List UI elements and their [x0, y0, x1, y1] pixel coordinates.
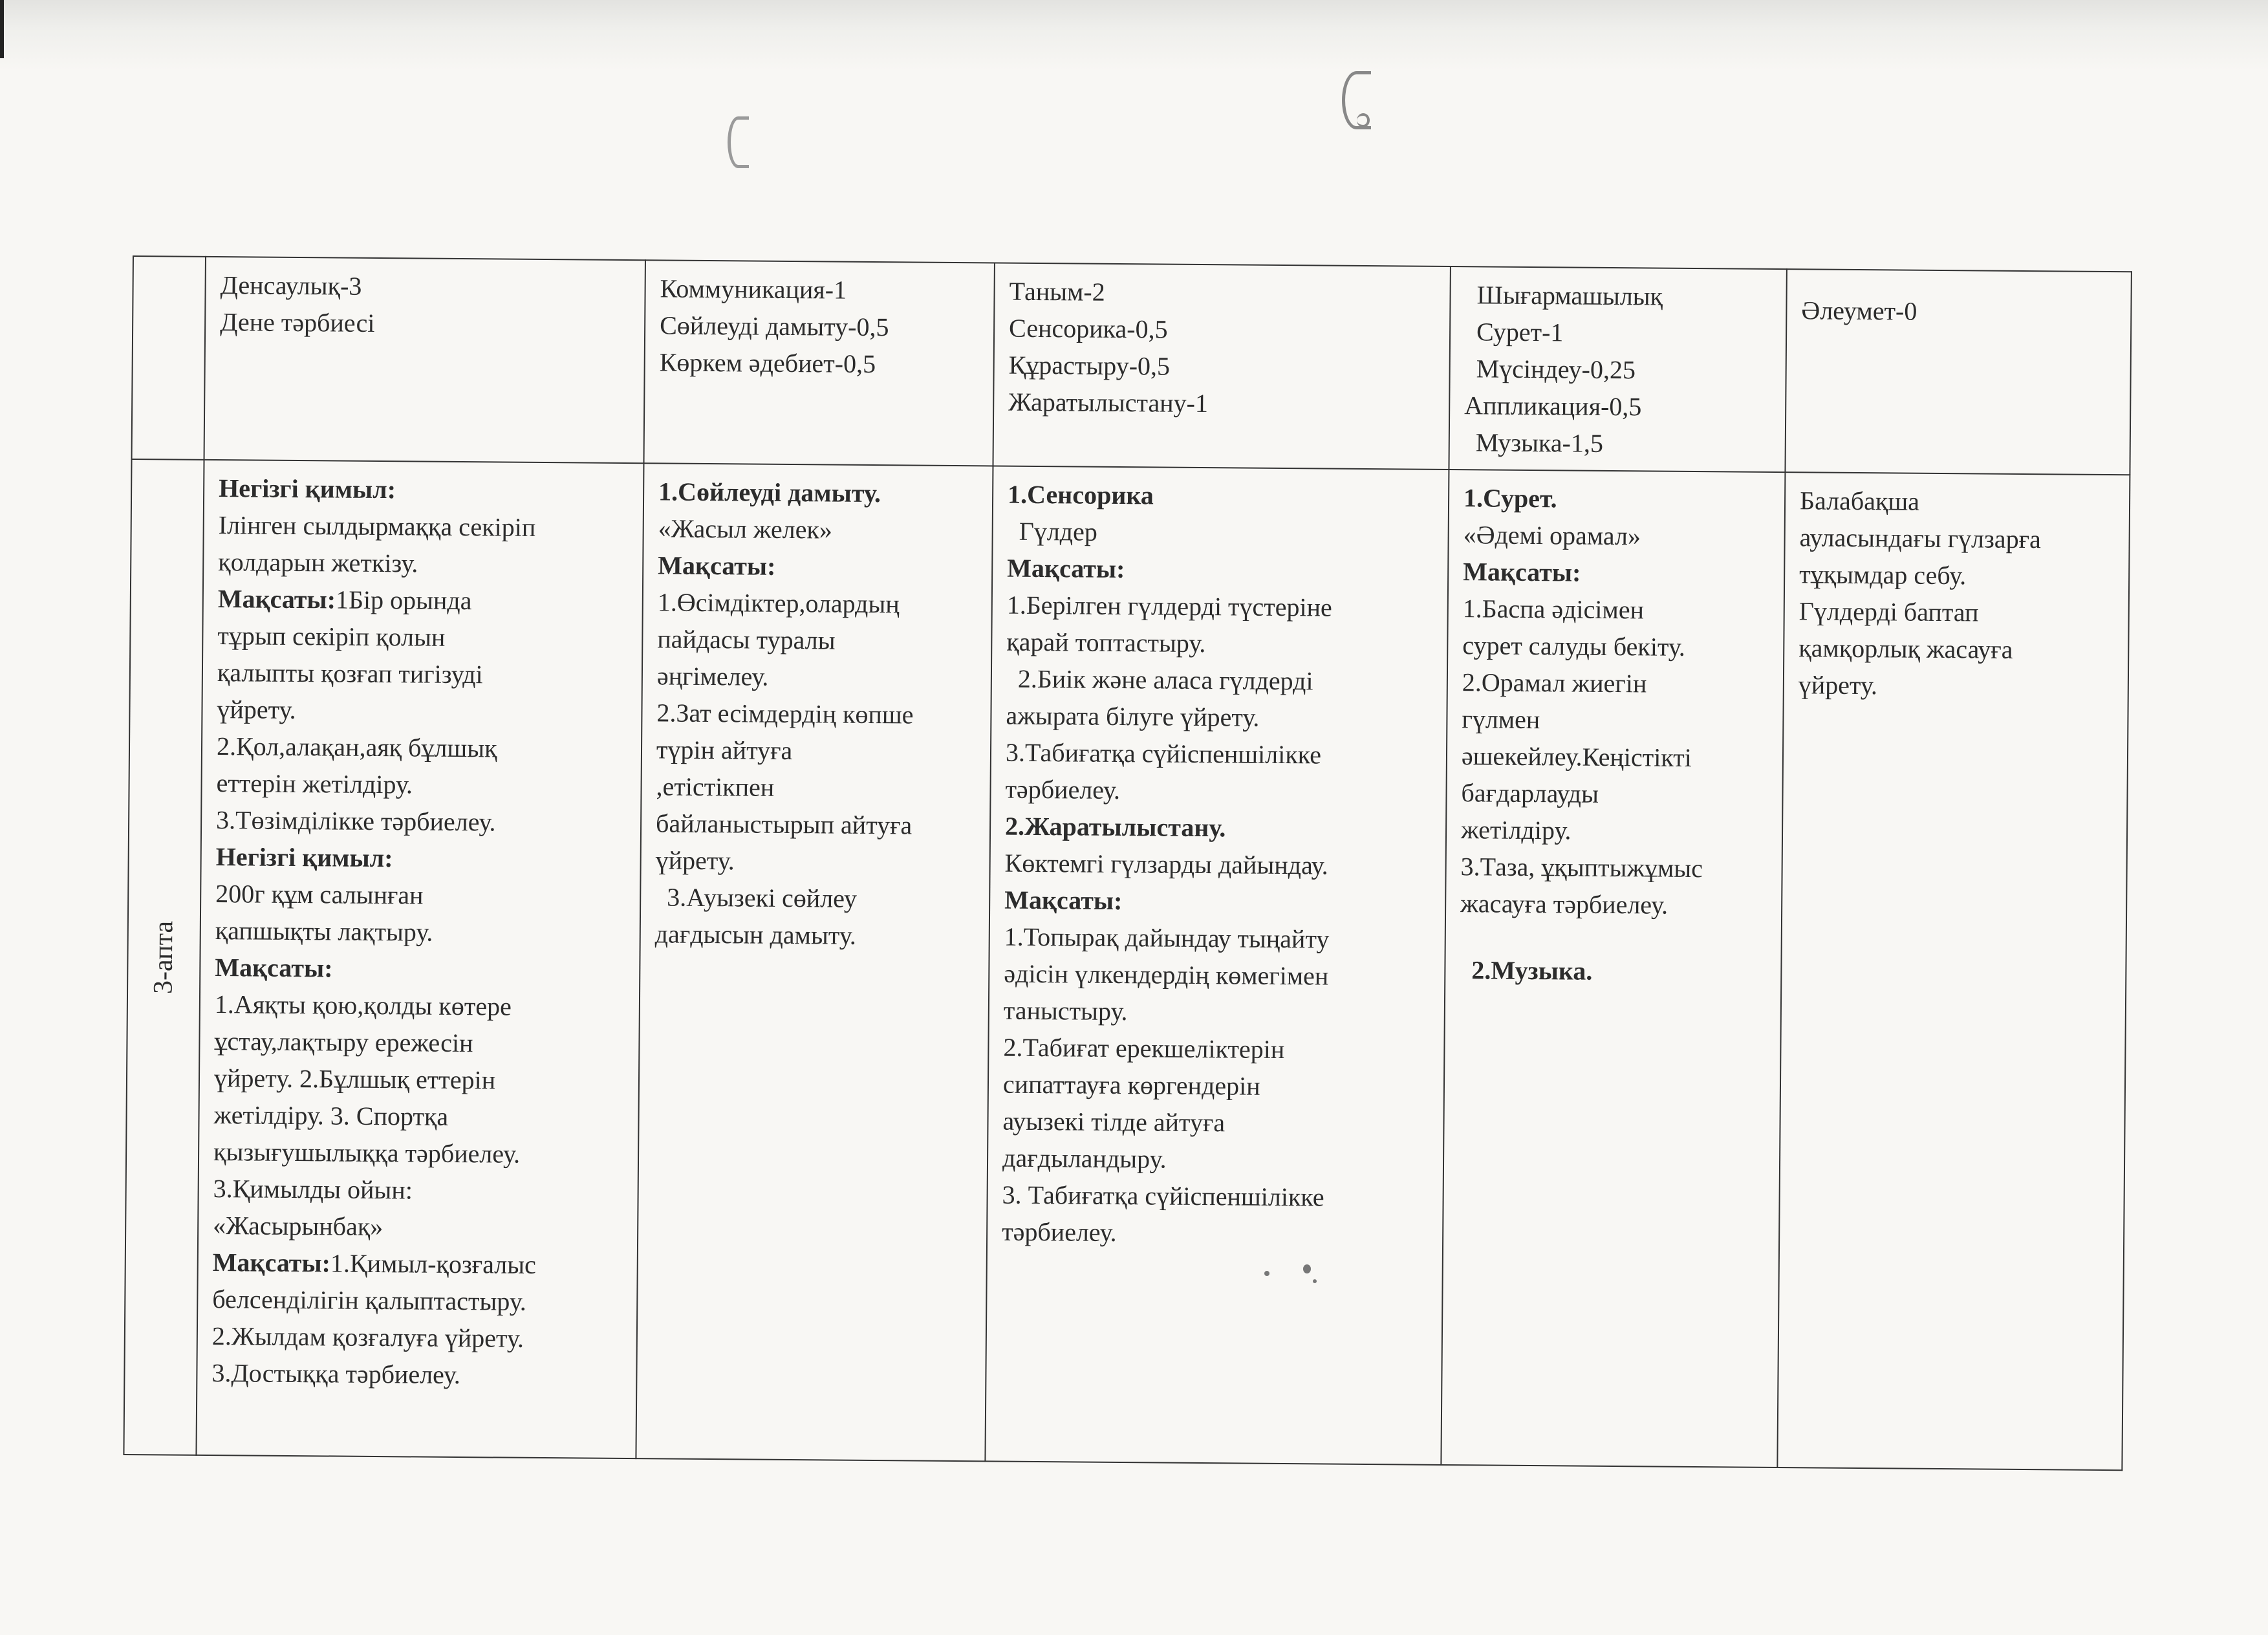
cell-text: ажырата білуге үйрету. — [1006, 700, 1260, 732]
cell-text: Ілінген сылдырмаққа секіріп — [218, 510, 536, 542]
cell-text: «Жасырынбақ» — [213, 1211, 383, 1242]
cell-text: 2.Жылдам қозғалуға үйрету. — [211, 1321, 524, 1353]
cell-text: 2.Жаратылыстану. — [1004, 811, 1226, 843]
cell-text: Мақсаты: — [215, 953, 333, 983]
cell-text: 1.Топырақ дайындау тыңайту — [1004, 922, 1330, 954]
week-cell — [124, 459, 204, 1455]
scan-top-edge — [0, 0, 2268, 71]
cell-text: 2.Музыка. — [1471, 955, 1593, 986]
header-text: Таным-2 — [1009, 276, 1105, 307]
cell-text: тәрбиелеу. — [1005, 774, 1121, 805]
cell-text: Гүлдерді баптап — [1798, 596, 1979, 627]
cell-text: қамқорлық жасауға — [1798, 633, 2013, 664]
cell-text: 1.Қимыл-қозғалыс — [330, 1248, 537, 1279]
cell-text: 3.Табиғатқа сүйіспеншілікке — [1005, 737, 1322, 770]
header-text: Коммуникация-1 — [660, 274, 847, 305]
cell-text: үйрету. — [217, 695, 296, 725]
body-cell-social — [1777, 472, 2130, 1470]
cell-text: байланыстырып айтуға — [655, 808, 913, 840]
cell-text: Гүлдер — [1019, 516, 1098, 547]
cell-text: тұқымдар себу. — [1799, 559, 1967, 590]
cell-text: ауызекі тілде айтуға — [1002, 1106, 1226, 1138]
cell-text: еттерін жетілдіру. — [216, 768, 413, 799]
cell-text: гүлмен — [1462, 704, 1540, 735]
cell-text: Мақсаты: — [1007, 553, 1125, 584]
header-text: Музыка-1,5 — [1475, 428, 1604, 458]
cell-text: 1.Берілген гүлдерді түстеріне — [1006, 590, 1332, 622]
cell-text: әдісін үлкендердің көмегімен — [1004, 958, 1329, 991]
cell-text: «Әдемі орамал» — [1463, 520, 1641, 551]
table-body-row — [124, 459, 2130, 1470]
body-cell-health — [196, 460, 643, 1458]
body-cell-creativity — [1441, 470, 1785, 1467]
cell-text: дағдысын дамыту. — [654, 919, 856, 950]
cell-text: қызығушылыққа тәрбиелеу. — [213, 1137, 521, 1169]
body-cell-cognition — [985, 466, 1449, 1464]
week-label: 3-апта — [148, 920, 179, 994]
cell-text: үйрету. — [1798, 670, 1878, 700]
header-text: Сенсорика-0,5 — [1008, 313, 1168, 344]
cell-text: Мақсаты: — [658, 550, 776, 581]
cell-text: 1.Өсімдіктер,олардың — [657, 587, 900, 619]
header-text: Жаратылыстану-1 — [1008, 387, 1209, 418]
cell-text: 2.Зат есімдердің көпше — [656, 698, 914, 730]
table-header-row — [132, 256, 2132, 475]
header-text: Әлеумет-0 — [1801, 296, 1917, 326]
cell-text: Көктемгі гүлзарды дайындау. — [1004, 848, 1328, 880]
cell-text: қолдарын жеткізу. — [218, 547, 418, 578]
cell-text: 1Бір орында — [335, 585, 472, 616]
cell-text: қалыпты қозғап тигізуді — [217, 658, 483, 689]
cell-text: 200г құм салынған — [215, 879, 424, 910]
header-text: Шығармашылық — [1476, 280, 1663, 311]
cell-text: 2.Қол,алақан,аяқ бұлшық — [216, 731, 497, 763]
cell-text: дағдыландыру. — [1002, 1143, 1167, 1174]
header-cell-health — [204, 257, 645, 463]
cell-text: ауласындағы гүлзарға — [1799, 523, 2042, 554]
scan-mark — [1357, 113, 1370, 127]
cell-text: ұстау,лақтыру ережесін — [214, 1026, 473, 1058]
body-cell-communication — [636, 463, 993, 1461]
header-cell-communication — [644, 260, 995, 466]
header-text: Құрастыру-0,5 — [1008, 350, 1171, 381]
cell-text: жетілдіру. 3. Спортқа — [213, 1100, 449, 1131]
header-text: Көркем әдебиет-0,5 — [659, 347, 876, 379]
cell-text: 3.Достыққа тәрбиелеу. — [211, 1358, 461, 1390]
header-text: Сурет-1 — [1476, 317, 1564, 347]
cell-text: ,етістікпен — [656, 772, 775, 802]
header-cell-cognition — [993, 263, 1450, 470]
cell-text: бағдарлауды — [1461, 778, 1599, 808]
cell-text: үйрету. 2.Бұлшық еттерін — [213, 1063, 496, 1095]
cell-text: 3.Қимылды ойын: — [213, 1174, 413, 1205]
cell-text: 1.Аяқты қою,қолды көтере — [214, 990, 512, 1021]
cell-text: тұрып секіріп қолын — [217, 621, 446, 652]
cell-text: Балабақша — [1799, 486, 1920, 516]
cell-text: жасауға тәрбиелеу. — [1460, 889, 1669, 920]
cell-text: тәрбиелеу. — [1002, 1217, 1117, 1247]
cell-text: Мақсаты: — [1004, 885, 1123, 916]
cell-text: 2.Табиғат ерекшеліктерін — [1003, 1032, 1285, 1065]
cell-text: белсенділігін қалыптастыру. — [212, 1284, 526, 1316]
lesson-plan-table — [123, 255, 2132, 1471]
cell-text: жетілдіру. — [1460, 815, 1571, 845]
document-sheet — [123, 255, 2130, 1471]
cell-text: үйрету. — [655, 845, 735, 876]
header-text: Сөйлеуді дамыту-0,5 — [660, 310, 889, 342]
cell-text: түрін айтуға — [656, 735, 793, 766]
cell-text: 3.Таза, ұқыптыжұмыс — [1460, 852, 1703, 883]
cell-text: 3.Ауызекі сөйлеу — [667, 882, 858, 913]
header-cell-social — [1785, 269, 2131, 475]
cell-text: 3. Табиғатқа сүйіспеншілікке — [1002, 1180, 1324, 1212]
scan-mark — [728, 116, 749, 168]
cell-text: Негізгі қимыл: — [219, 473, 396, 504]
cell-text: 2.Биік және аласа гүлдерді — [1017, 664, 1313, 696]
cell-text: таныстыру. — [1003, 995, 1128, 1026]
cell-text: әңгімелеу. — [656, 661, 769, 691]
cell-text: 1.Сенсорика — [1007, 479, 1154, 510]
cell-text: Мақсаты: — [212, 1248, 331, 1278]
cell-text: Негізгі қимыл: — [215, 842, 393, 873]
cell-text: 3.Төзімділікке тәрбиелеу. — [215, 805, 496, 837]
cell-text: қапшықты лақтыру. — [215, 916, 433, 947]
cell-text: Мақсаты: — [1463, 557, 1581, 587]
cell-text: қарай топтастыру. — [1006, 627, 1206, 658]
header-cell-creativity — [1449, 266, 1786, 472]
cell-text: әшекейлеу.Кеңістікті — [1461, 741, 1692, 772]
header-text: Денсаулық-3 — [220, 270, 362, 301]
header-text: Аппликация-0,5 — [1464, 391, 1642, 422]
cell-text: 1.Баспа әдісімен — [1462, 594, 1645, 625]
scan-left-edge — [0, 0, 4, 58]
cell-text: Мақсаты: — [217, 584, 336, 614]
cell-text: 1.Сөйлеуді дамыту. — [658, 477, 881, 508]
header-text: Мүсіндеу-0,25 — [1476, 354, 1636, 385]
cell-text: «Жасыл желек» — [658, 514, 833, 545]
cell-text: 1.Сурет. — [1463, 483, 1557, 514]
cell-text: сурет салуды бекіту. — [1462, 631, 1686, 662]
header-text: Дене тәрбиесі — [220, 307, 375, 338]
cell-text: сипаттауға көргендерін — [1002, 1069, 1260, 1101]
cell-text: 2.Орамал жиегін — [1462, 667, 1647, 698]
header-empty-cell — [132, 256, 206, 460]
cell-text: пайдасы туралы — [657, 624, 836, 655]
